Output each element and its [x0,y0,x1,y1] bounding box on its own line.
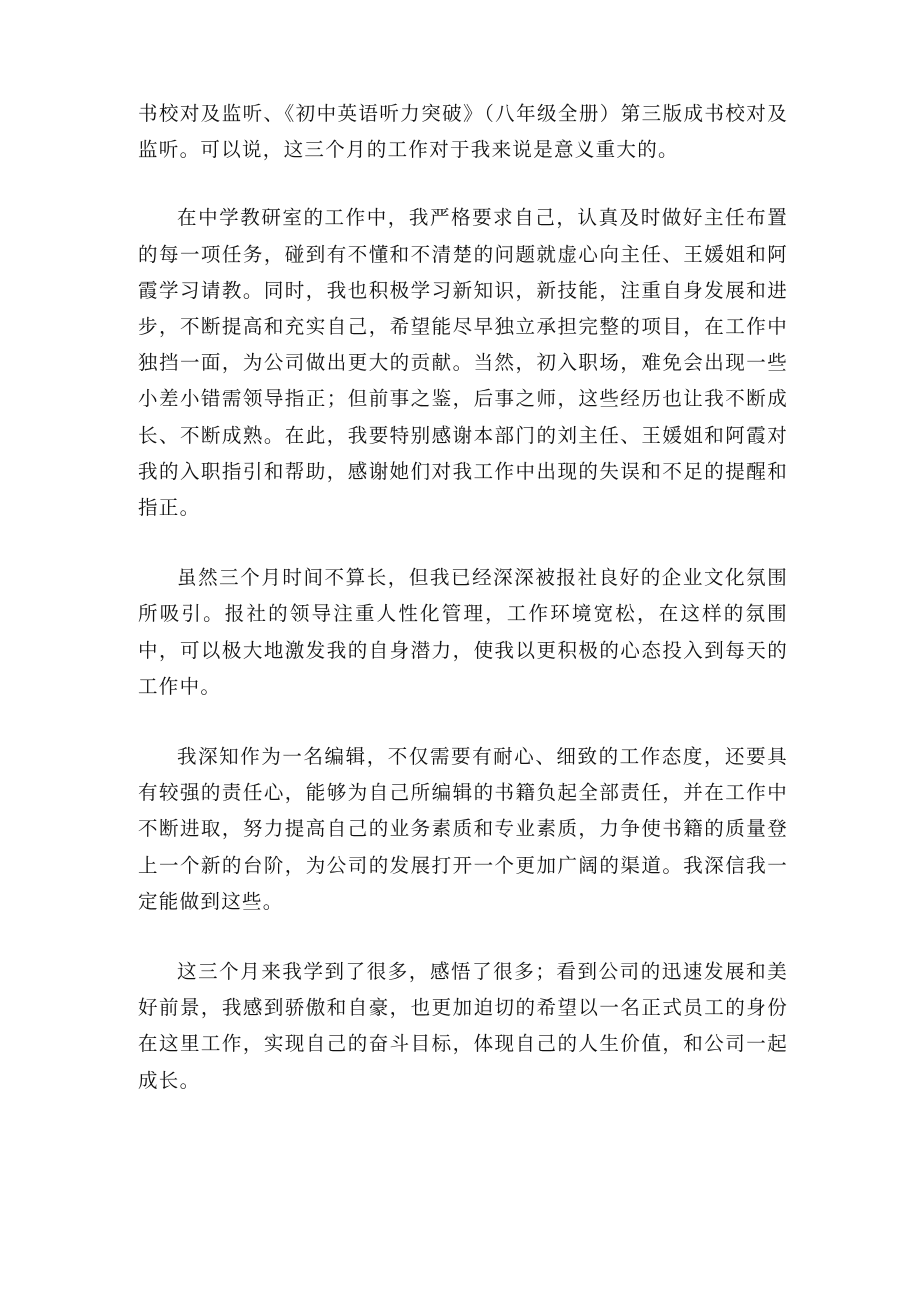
paragraph-spacer [138,705,788,739]
paragraph-spacer [138,168,788,200]
paragraph-2: 在中学教研室的工作中，我严格要求自己，认真及时做好主任布置的每一项任务，碰到有不懂和不清楚的问题就虚心向主任、王媛姐和阿霞学习请教。同时，我也积极学习新知识，新技能，注重自身发展和进步，不断提高和充实自己，希望能尽早独立承担完整的项目，在工作中独挡一面，为公司做出更大的贡献。当然，初入职场，难免会出现一些小差小错需领导指正；但前事之鉴，后事之师，这些经历也让我不断成长、不断成熟。在此，我要特别感谢本部门的刘主任、王媛姐和阿霞对我的入职指引和帮助，感谢她们对我工作中出现的失误和不足的提醒和指正。 [138,206,788,520]
paragraph-5: 这三个月来我学到了很多，感悟了很多；看到公司的迅速发展和美好前景，我感到骄傲和自豪，也更加迫切的希望以一名正式员工的身份在这里工作，实现自己的奋斗目标，体现自己的人生价值，和公司一起成长。 [138,960,788,1092]
paragraph-4: 我深知作为一名编辑，不仅需要有耐心、细致的工作态度，还要具有较强的责任心，能够为自己所编辑的书籍负起全部责任，并在工作中不断进取，努力提高自己的业务素质和专业素质，力争使书籍的质量登上一个新的台阶，为公司的发展打开一个更加广阔的渠道。我深信我一定能做到这些。 [138,745,788,913]
paragraph-1: 书校对及监听、《初中英语听力突破》（八年级全册）第三版成书校对及监听。可以说，这三个月的工作对于我来说是意义重大的。 [138,102,788,162]
paragraph-spacer [138,920,788,954]
document-body [138,96,788,1099]
paragraph-3: 虽然三个月时间不算长，但我已经深深被报社良好的企业文化氛围所吸引。报社的领导注重人性化管理，工作环境宽松，在这样的氛围中，可以极大地激发我的自身潜力，使我以更积极的心态投入到每天的工作中。 [138,566,788,698]
paragraph-spacer [138,526,788,560]
